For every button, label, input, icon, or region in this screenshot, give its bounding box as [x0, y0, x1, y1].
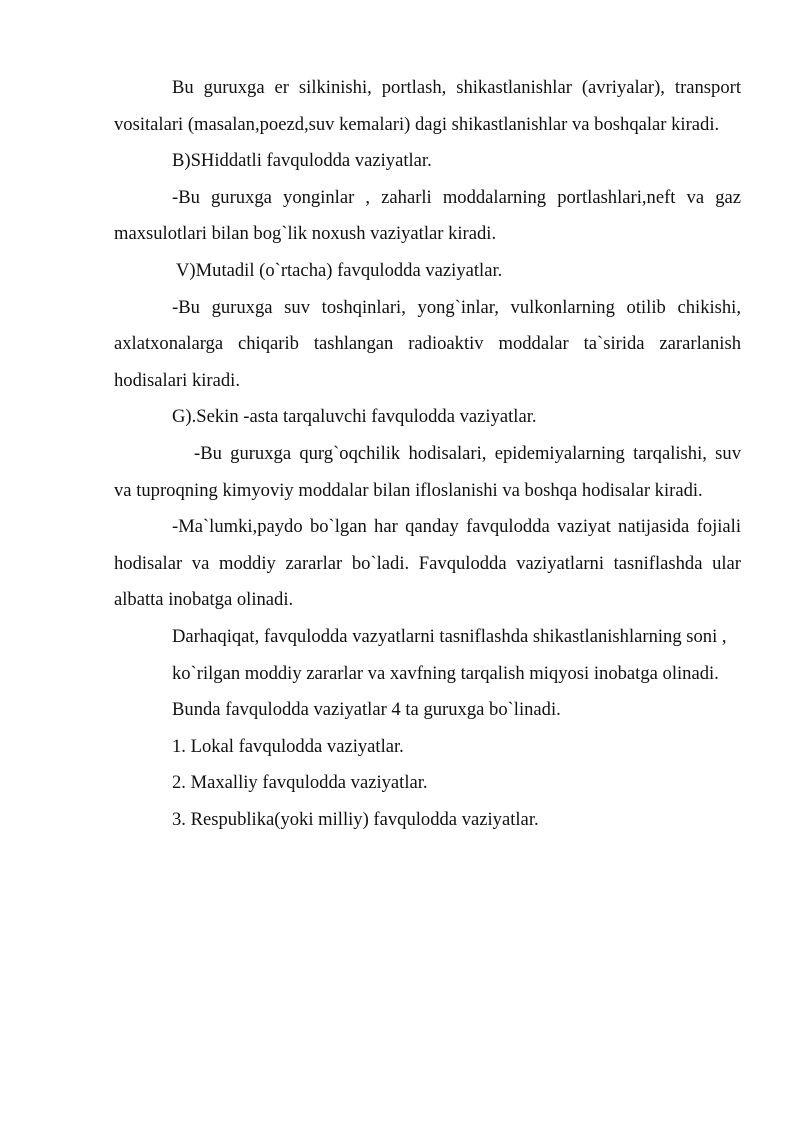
heading-moderate-emergencies: V)Mutadil (o`rtacha) favqulodda vaziyatlar. [176, 259, 503, 281]
paragraph-severe-emergencies: -Bu guruxga yonginlar , zaharli moddalarning portlashlari,neft va gaz maxsulotlari bilan bog`lik noxush vaziyatlar kiradi. [114, 186, 741, 245]
heading-severe-emergencies: B)SHiddatli favqulodda vaziyatlar. [172, 150, 432, 172]
paragraph-moderate-emergencies: -Bu guruxga suv toshqinlari, yong`inlar, vulkonlarning otilib chikishi, axlatxonalarga chiqarib tashlangan radioaktiv moddalar ta`sirida zararlanish hodisalari kiradi. [114, 296, 741, 391]
list-item-local: 1. Lokal favqulodda vaziyatlar. [172, 735, 404, 757]
paragraph-consequences: -Ma`lumki,paydo bo`lgan har qanday favqulodda vaziyat natijasida fojiali hodisalar va moddiy zararlar bo`ladi. Favqulodda vaziyatlarni tasniflashda ular albatta inobatga olinadi. [114, 516, 741, 611]
heading-slow-emergencies: G).Sekin -asta tarqaluvchi favqulodda vaziyatlar. [172, 406, 537, 428]
list-item-national: 3. Respublika(yoki milliy) favqulodda vaziyatlar. [172, 808, 539, 830]
paragraph-classification-criteria: Darhaqiqat, favqulodda vazyatlarni tasniflashda shikastlanishlarning soni , [172, 625, 727, 647]
paragraph-intro: Bu guruxga er silkinishi, portlash, shikastlanishlar (avriyalar), transport vositalari (masalan,poezd,suv kemalari) dagi shikastlanishlar va boshqalar kiradi. [114, 77, 741, 135]
list-item-regional: 2. Maxalliy favqulodda vaziyatlar. [172, 772, 428, 794]
paragraph-slow-emergencies: -Bu guruxga qurg`oqchilik hodisalari, epidemiyalarning tarqalishi, suv va tuproqning kimyoviy moddalar bilan ifloslanishi va boshqa hodisalar kiradi. [114, 442, 741, 501]
paragraph-four-groups: Bunda favqulodda vaziyatlar 4 ta guruxga bo`linadi. [172, 699, 561, 721]
paragraph-classification-criteria-cont: ko`rilgan moddiy zararlar va xavfning tarqalish miqyosi inobatga olinadi. [172, 662, 719, 684]
document-page [114, 70, 741, 838]
